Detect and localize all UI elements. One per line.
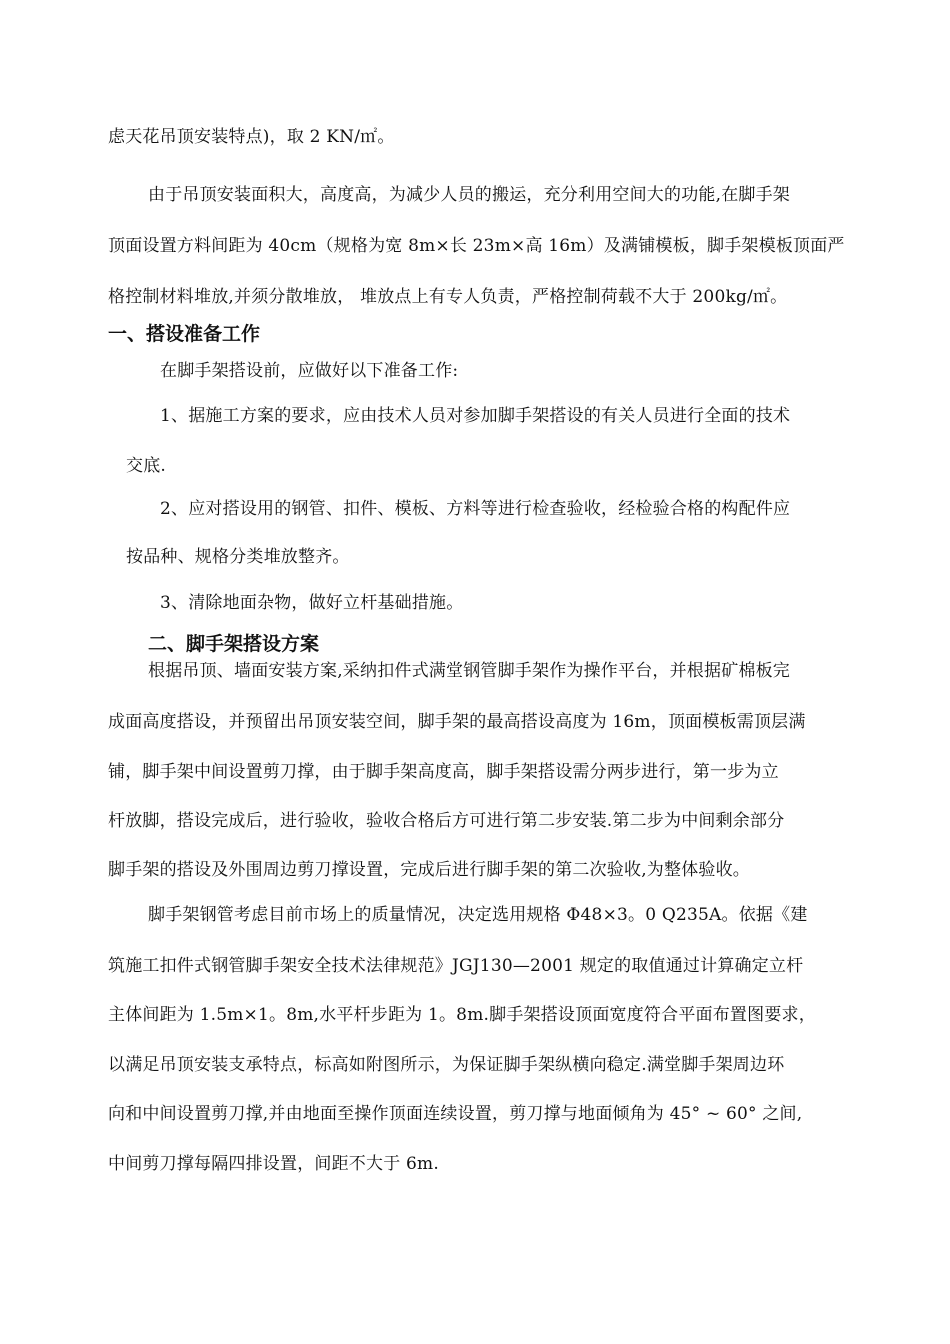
paragraph-line: 成面高度搭设，并预留出吊顶安装空间，脚手架的最高搭设高度为 16m，顶面模板需顶层满 bbox=[108, 712, 806, 732]
paragraph-line: 在脚手架搭设前，应做好以下准备工作: bbox=[160, 361, 459, 381]
list-item-line: 2、应对搭设用的钢管、扣件、模板、方料等进行检查验收，经检验合格的构配件应 bbox=[160, 499, 791, 519]
list-item-line: 交底. bbox=[126, 456, 167, 476]
paragraph-line: 顶面设置方料间距为 40cm（规格为宽 8m×长 23m×高 16m）及满铺模板，脚手架模板顶面严 bbox=[108, 236, 845, 256]
paragraph-line: 由于吊顶安装面积大，高度高，为减少人员的搬运，充分利用空间大的功能,在脚手架 bbox=[148, 185, 791, 205]
paragraph-line: 筑施工扣件式钢管脚手架安全技术法律规范》JGJ130—2001 规定的取值通过计算确定立杆 bbox=[108, 956, 804, 976]
paragraph-line: 杆放脚，搭设完成后，进行验收，验收合格后方可进行第二步安装.第二步为中间剩余部分 bbox=[108, 811, 785, 831]
paragraph-line: 虑天花吊顶安装特点)，取 2 KN/㎡。 bbox=[108, 127, 395, 147]
paragraph-line: 格控制材料堆放,并须分散堆放， 堆放点上有专人负责，严格控制荷载不大于 200kg/㎡。 bbox=[108, 287, 788, 307]
paragraph-line: 以满足吊顶安装支承特点，标高如附图所示，为保证脚手架纵横向稳定.满堂脚手架周边环 bbox=[108, 1055, 785, 1075]
section-heading: 二、脚手架搭设方案 bbox=[148, 633, 320, 655]
paragraph-line: 向和中间设置剪刀撑,并由地面至操作顶面连续设置，剪刀撑与地面倾角为 45° ~ 60° 之间, bbox=[108, 1104, 803, 1124]
list-item-line: 按品种、规格分类堆放整齐。 bbox=[126, 547, 350, 567]
paragraph-line: 主体间距为 1.5m×1。8m,水平杆步距为 1。8m.脚手架搭设顶面宽度符合平面布置图要求， bbox=[108, 1005, 816, 1025]
paragraph-line: 脚手架的搭设及外围周边剪刀撑设置，完成后进行脚手架的第二次验收,为整体验收。 bbox=[108, 860, 751, 880]
paragraph-line: 脚手架钢管考虑目前市场上的质量情况，决定选用规格 Φ48×3。0 Q235A。依据《建 bbox=[148, 905, 808, 925]
paragraph-line: 铺，脚手架中间设置剪刀撑，由于脚手架高度高，脚手架搭设需分两步进行，第一步为立 bbox=[108, 762, 779, 782]
list-item-line: 1、据施工方案的要求，应由技术人员对参加脚手架搭设的有关人员进行全面的技术 bbox=[160, 406, 791, 426]
paragraph-line: 中间剪刀撑每隔四排设置，间距不大于 6m. bbox=[108, 1154, 439, 1174]
paragraph-line: 根据吊顶、墙面安装方案,采纳扣件式满堂钢管脚手架作为操作平台，并根据矿棉板完 bbox=[148, 661, 791, 681]
section-heading: 一、搭设准备工作 bbox=[108, 323, 261, 345]
list-item-line: 3、清除地面杂物，做好立杆基础措施。 bbox=[160, 593, 464, 613]
